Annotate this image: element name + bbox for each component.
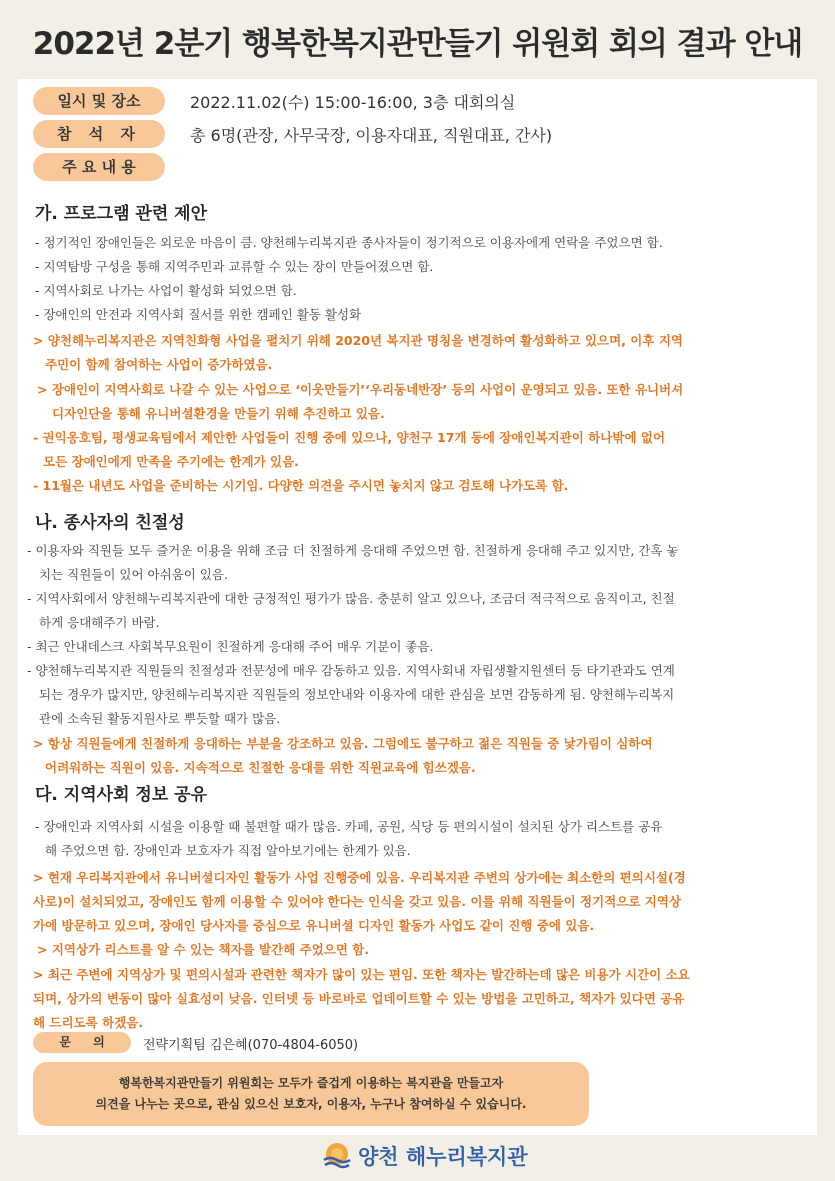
section-heading-kindness: 나. 종사자의 친절성 (35, 513, 185, 533)
section-line: - 장애인과 지역사회 시설을 이용할 때 불편할 때가 많음. 카페, 공원, 식당 등 편의시설이 설치된 상가 리스트를 공유 (35, 819, 663, 834)
section-heading-program: 가. 프로그램 관련 제안 (35, 204, 208, 224)
section-line: - 지역사회로 나가는 사업이 활성화 되었으면 함. (35, 283, 297, 298)
sun-over-waves-icon (322, 1141, 352, 1171)
section-response: 어려워하는 직원이 있음. 지속적으로 친절한 응대를 위한 직원교육에 힘쓰겠음. (45, 760, 476, 775)
section-response: > 항상 직원들에게 친절하게 응대하는 부분을 강조하고 있음. 그럼에도 불구하고 젊은 직원들 중 낯가림이 심하여 (33, 736, 653, 751)
page-title: 2022년 2분기 행복한복지관만들기 위원회 회의 결과 안내 (32, 26, 803, 62)
section-line: - 최근 안내데스크 사회복무요원이 친절하게 응대해 주어 매우 기분이 좋음. (27, 639, 434, 654)
section-line: 관에 소속된 활동지원사로 뿌듯할 때가 많음. (39, 711, 281, 726)
section-line: 해 주었으면 함. 장애인과 보호자가 직접 알아보기에는 한계가 있음. (45, 843, 411, 858)
contact-value: 전략기획팀 김은혜(070-4804-6050) (143, 1038, 359, 1053)
date-value: 2022.11.02(수) 15:00-16:00, 3층 대회의실 (190, 93, 516, 112)
section-response: - 11월은 내년도 사업을 준비하는 시기임. 다양한 의견을 주시면 놓치지 않고 검토해 나가도록 함. (33, 478, 569, 493)
section-response: > 장애인이 지역사회로 나갈 수 있는 사업으로 ‘이웃만들기’‘우리동네반장’ 등의 사업이 운영되고 있음. 또한 유니버셔 (37, 382, 684, 397)
section-line: 되는 경우가 많지만, 양천해누리복지관 직원들의 정보안내와 이용자에 대한 관심을 보면 감동하게 됨. 양천해누리복지 (39, 687, 675, 702)
section-response: 사로)이 설치되었고, 장애인도 함께 이용할 수 있어야 한다는 인식을 갖고 있음. 이를 위해 직원들이 정기적으로 지역상 (33, 894, 682, 909)
section-line: - 지역탐방 구성을 통해 지역주민과 교류할 수 있는 장이 만들어졌으면 함. (35, 259, 434, 274)
section-line: - 장애인의 안전과 지역사회 질서를 위한 캠페인 활동 활성화 (35, 307, 362, 322)
content-label: 주 요 내 용 (33, 153, 165, 181)
section-response: > 최근 주변에 지역상가 및 편의시설과 관련한 책자가 많이 있는 편임. 또한 책자는 발간하는데 많은 비용가 시간이 소요 (33, 967, 690, 982)
logo (322, 1138, 528, 1174)
footer-note-box (33, 1062, 589, 1126)
section-response: - 권익옹호팀, 평생교육팀에서 제안한 사업들이 진행 중에 있으나, 양천구 17개 동에 장애인복지관이 하나밖에 없어 (33, 430, 666, 445)
section-line: - 이용자와 직원들 모두 즐거운 이용을 위해 조금 더 친절하게 응대해 주었으면 함. 친절하게 응대해 주고 있지만, 간혹 놓 (27, 543, 679, 558)
section-response: 모든 장애인에게 만족을 주기에는 한계가 있음. (43, 454, 299, 469)
section-response: 가에 방문하고 있으며, 장애인 당사자를 중심으로 유니버셜 디자인 활동가 사업도 같이 진행 중에 있음. (33, 918, 595, 933)
attendees-value: 총 6명(관장, 사무국장, 이용자대표, 직원대표, 간사) (190, 126, 553, 145)
section-line: - 지역사회에서 양천해누리복지관에 대한 긍정적인 평가가 많음. 충분히 알고 있으나, 조금더 적극적으로 움직이고, 친절 (27, 591, 675, 606)
footer-note-line: 의견을 나누는 곳으로, 관심 있으신 보호자, 이용자, 누구나 참여하실 수 있습니다. (95, 1097, 527, 1111)
contact-label: 문 의 (33, 1032, 131, 1053)
section-line: 하게 응대해주기 바람. (39, 615, 160, 630)
section-heading-community: 다. 지역사회 정보 공유 (35, 785, 208, 805)
section-response: 해 드리도록 하겠음. (33, 1015, 144, 1030)
footer-note-line: 행복한복지관만들기 위원회는 모두가 즐겁게 이용하는 복지관을 만들고자 (118, 1076, 504, 1090)
date-label: 일시 및 장소 (33, 87, 165, 115)
section-response: > 현재 우리복지관에서 유니버셜디자인 활동가 사업 진행중에 있음. 우리복지관 주변의 상가에는 최소한의 편의시설(경 (33, 870, 686, 885)
section-response: 되며, 상가의 변동이 많아 실효성이 낮음. 인터넷 등 바로바로 업데이트할 수 있는 방법을 고민하고, 책자가 있다면 공유 (33, 991, 685, 1006)
section-line: 치는 직원들이 있어 아쉬움이 있음. (39, 567, 228, 582)
section-response: 주민이 함께 참여하는 사업이 증가하였음. (45, 357, 273, 372)
section-line: - 양천해누리복지관 직원들의 친절성과 전문성에 매우 감동하고 있음. 지역사회내 자립생활지원센터 등 타기관과도 연계 (27, 663, 675, 678)
section-response: 디자인단을 통해 유니버셜환경을 만들기 위해 추진하고 있음. (52, 406, 385, 421)
section-line: - 정기적인 장애인들은 외로운 마음이 큼. 양천해누리복지관 종사자들이 정기적으로 이용자에게 연락을 주었으면 함. (35, 235, 663, 250)
logo-text: 양천 해누리복지관 (358, 1145, 528, 1169)
section-response: > 지역상가 리스트를 알 수 있는 책자를 발간해 주었으면 함. (37, 942, 370, 957)
section-response: > 양천해누리복지관은 지역친화형 사업을 펼치기 위해 2020년 복지관 명칭을 변경하여 활성화하고 있으며, 이후 지역 (33, 333, 683, 348)
attendees-label: 참 석 자 (33, 120, 165, 148)
